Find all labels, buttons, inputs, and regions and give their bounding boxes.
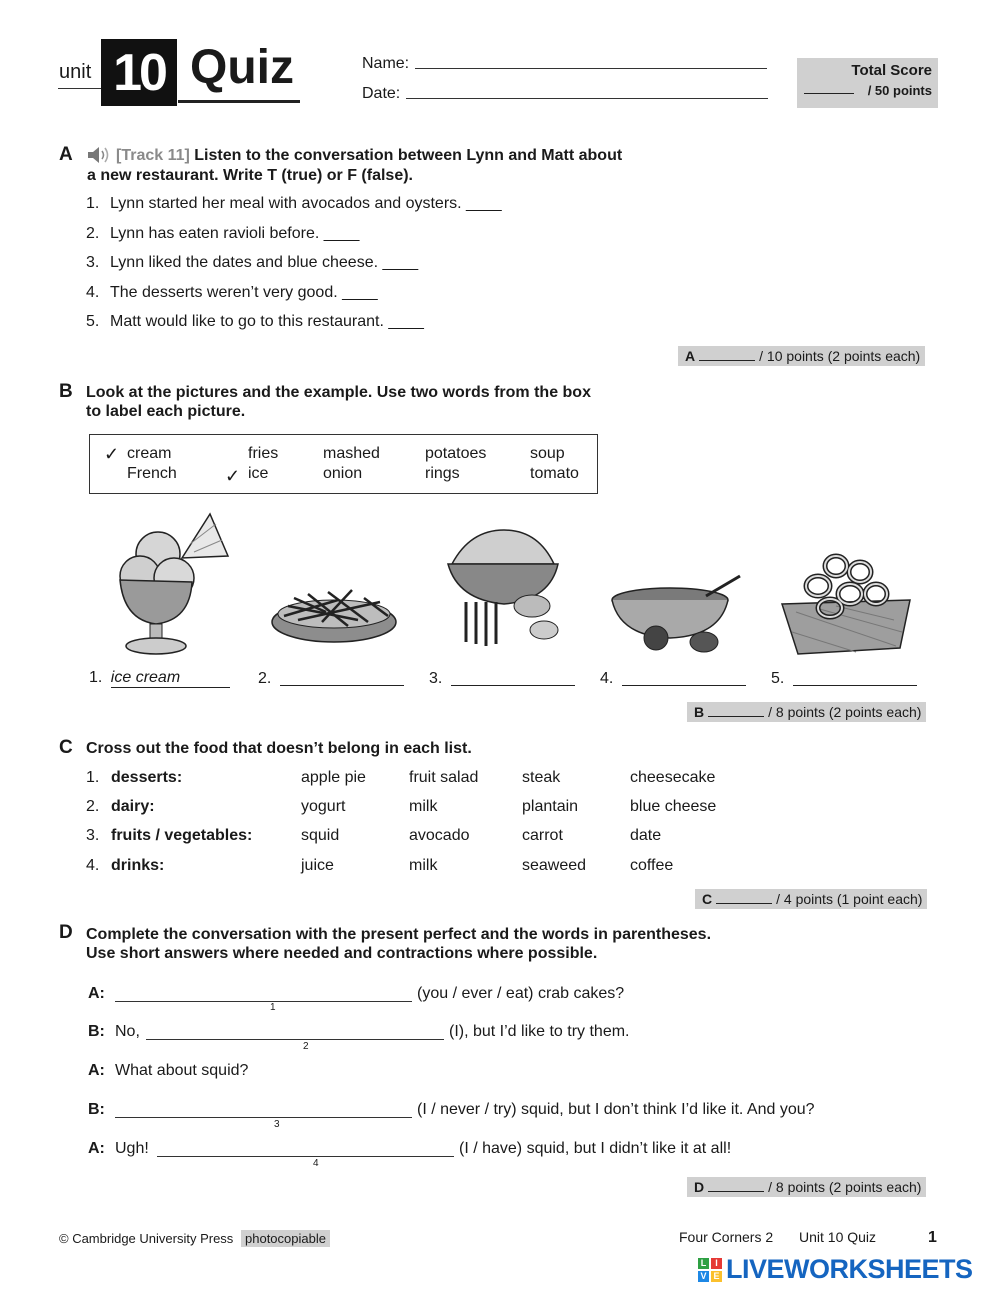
blank-number: 4 [313, 1158, 319, 1169]
photocopiable-badge: photocopiable [241, 1230, 330, 1247]
blank-number: 3 [274, 1119, 280, 1130]
section-d-instruction-line-1: Complete the conversation with the present perfect and the words in parentheses. [86, 926, 712, 943]
category-label: fruits / vegetables: [111, 827, 253, 844]
section-d-instruction-line-2: Use short answers where needed and contractions where possible. [86, 945, 598, 962]
label-answer-1: 1. ice cream [89, 669, 230, 688]
speaker-label: A: [88, 1140, 105, 1157]
food-option[interactable]: cheesecake [630, 769, 716, 786]
answer-blank-4[interactable] [157, 1156, 454, 1157]
dialogue-text: Ugh! [115, 1140, 149, 1157]
prompt-text: (I), but I’d like to try them. [449, 1023, 630, 1040]
word: tomato [530, 465, 579, 482]
section-b-letter: B [59, 381, 73, 402]
blank-number: 2 [303, 1041, 309, 1052]
track-label: [Track 11] [116, 147, 190, 164]
answer-blank-2[interactable] [280, 669, 404, 686]
prompt-text: (you / ever / eat) crab cakes? [417, 985, 625, 1002]
food-option[interactable]: coffee [630, 857, 674, 874]
speaker-label: A: [88, 1062, 105, 1079]
food-option[interactable]: fruit salad [409, 769, 479, 786]
mashed-potatoes-picture [440, 524, 570, 654]
score-blank[interactable] [708, 705, 764, 717]
unit-number-badge: 10 [101, 39, 177, 106]
french-fries-picture [268, 572, 404, 652]
dialogue-text: What about squid? [115, 1062, 249, 1079]
score-blank[interactable] [708, 1180, 764, 1192]
total-score-box [797, 58, 938, 108]
unit-label: unit [59, 61, 92, 83]
food-option[interactable]: carrot [522, 827, 563, 844]
score-blank[interactable] [716, 892, 772, 904]
onion-rings-picture [776, 550, 916, 658]
section-a-letter: A [59, 144, 73, 165]
label-answer-4: 4. [600, 669, 746, 688]
tomato-soup-picture [608, 574, 744, 656]
page-number: 1 [928, 1229, 937, 1246]
check-icon: ✓ [104, 444, 120, 464]
date-label: Date: [362, 85, 401, 102]
answer-blank-5[interactable] [793, 669, 917, 686]
unit-quiz-label: Unit 10 Quiz [799, 1229, 877, 1245]
book-title: Four Corners 2 [679, 1229, 774, 1245]
food-option[interactable]: date [630, 827, 662, 844]
word: ice [248, 465, 269, 482]
section-d-letter: D [59, 922, 73, 943]
section-a-instruction-line-2: a new restaurant. Write T (true) or F (false). [87, 167, 413, 184]
food-option[interactable]: apple pie [301, 769, 366, 786]
statement-text: Lynn started her meal with avocados and oysters. ____ [110, 195, 502, 212]
word: onion [323, 465, 363, 482]
statement-text: Lynn has eaten ravioli before. ____ [110, 225, 360, 242]
copyright-text: © Cambridge University Press [59, 1231, 234, 1246]
blank-number: 1 [270, 1002, 276, 1013]
section-b-instruction-line-2: to label each picture. [86, 403, 246, 420]
food-option[interactable]: seaweed [522, 857, 587, 874]
total-score-blank[interactable] [804, 93, 854, 94]
section-a-item: 3. Lynn liked the dates and blue cheese. ____ [86, 254, 419, 271]
food-option[interactable]: blue cheese [630, 798, 717, 815]
statement-text: The desserts weren’t very good. ____ [110, 284, 378, 301]
section-a-item: 2. Lynn has eaten ravioli before. ____ [86, 225, 360, 242]
word: soup [530, 445, 565, 462]
word: mashed [323, 445, 380, 462]
category-label: drinks: [111, 857, 165, 874]
section-a-instruction-line-1 [116, 146, 622, 165]
speaker-label: B: [88, 1101, 105, 1118]
answer-blank-3[interactable] [451, 669, 575, 686]
answer-blank-1[interactable]: ice cream [111, 669, 230, 688]
label-answer-3: 3. [429, 669, 575, 688]
section-a-item: 5. Matt would like to go to this restaurant. ____ [86, 313, 424, 330]
name-label: Name: [362, 55, 410, 72]
food-option[interactable]: plantain [522, 798, 579, 815]
check-icon: ✓ [225, 466, 241, 486]
section-b-instruction-line-1: Look at the pictures and the example. Use two words from the box [86, 384, 591, 401]
word: fries [248, 445, 279, 462]
word: potatoes [425, 445, 487, 462]
liveworksheets-brand[interactable]: LIVEWORKSHEETS [726, 1254, 973, 1284]
statement-text: Lynn liked the dates and blue cheese. ____ [110, 254, 419, 271]
food-option[interactable]: squid [301, 827, 340, 844]
word: French [127, 465, 177, 482]
date-field[interactable] [406, 98, 768, 99]
answer-blank-4[interactable] [622, 669, 746, 686]
food-option[interactable]: milk [409, 857, 438, 874]
quiz-underline [178, 100, 300, 103]
score-blank[interactable] [699, 349, 755, 361]
statement-text: Matt would like to go to this restaurant. ____ [110, 313, 424, 330]
food-option[interactable]: avocado [409, 827, 470, 844]
label-answer-2: 2. [258, 669, 404, 688]
word-box [89, 434, 598, 494]
word: cream [127, 445, 172, 462]
section-b-score: B / 8 points (2 points each) [687, 702, 926, 722]
speaker-label: B: [88, 1023, 105, 1040]
food-option[interactable]: milk [409, 798, 438, 815]
section-c-instruction: Cross out the food that doesn’t belong in each list. [86, 740, 472, 757]
section-a-instruction-text: Listen to the conversation between Lynn and Matt about [194, 147, 623, 164]
unit-underline [58, 88, 102, 89]
prompt-text: (I / have) squid, but I didn’t like it at all! [459, 1140, 732, 1157]
liveworksheets-logo-icon: L I V E [698, 1258, 722, 1282]
speaker-label: A: [88, 985, 105, 1002]
section-a-score: A / 10 points (2 points each) [678, 346, 925, 366]
section-c-score: C / 4 points (1 point each) [695, 889, 927, 909]
answer-blank-1[interactable] [115, 1001, 412, 1002]
section-a-item: 4. The desserts weren’t very good. ____ [86, 284, 378, 301]
answer-blank-2[interactable] [146, 1039, 444, 1040]
section-c-letter: C [59, 737, 73, 758]
label-answer-5: 5. [771, 669, 917, 688]
total-score-label: Total Score [851, 62, 932, 79]
section-a-item: 1. Lynn started her meal with avocados and oysters. ____ [86, 195, 502, 212]
section-d-score: D / 8 points (2 points each) [687, 1177, 926, 1197]
answer-blank-3[interactable] [115, 1117, 412, 1118]
prompt-text: (I / never / try) squid, but I don’t think I’d like it. And you? [417, 1101, 815, 1118]
name-field[interactable] [415, 68, 767, 69]
food-option[interactable]: juice [301, 857, 334, 874]
category-label: dairy: [111, 798, 155, 815]
ice-cream-picture [110, 510, 230, 658]
total-score-points: / 50 points [867, 83, 932, 98]
word: rings [425, 465, 460, 482]
speaker-icon[interactable] [86, 146, 112, 164]
category-label: desserts: [111, 769, 183, 786]
food-option[interactable]: steak [522, 769, 561, 786]
dialogue-text: No, [115, 1023, 140, 1040]
food-option[interactable]: yogurt [301, 798, 346, 815]
quiz-title: Quiz [190, 41, 294, 94]
